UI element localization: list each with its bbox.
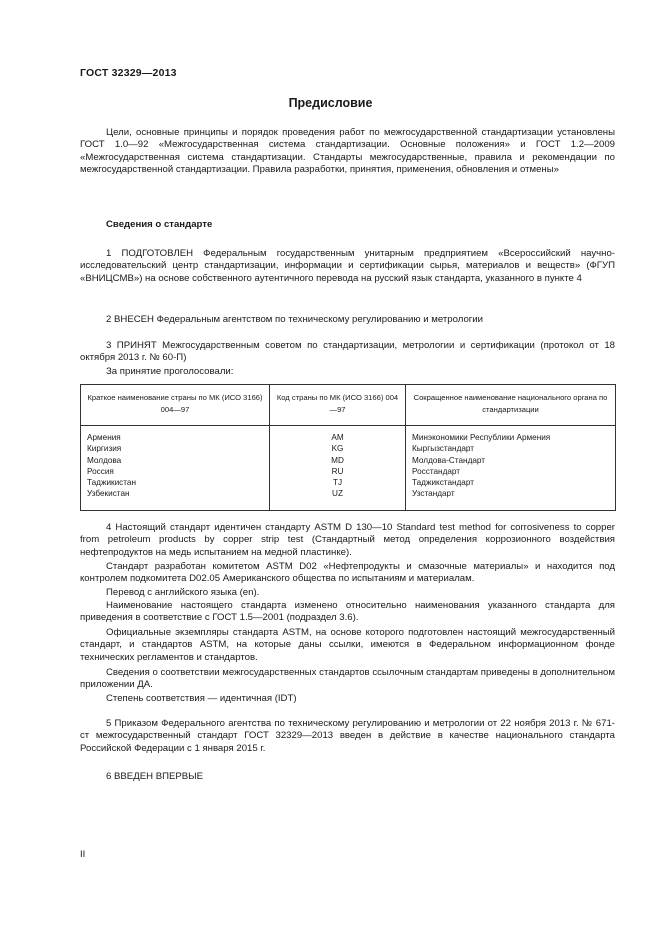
item-3-paragraph: 3 ПРИНЯТ Межгосударственным советом по стандартизации, метрологии и сертификации (протокол от 18 октября 2013 г. № 60-П) — [80, 340, 615, 364]
item-4-committee: Стандарт разработан комитетом ASTM D02 «Нефтепродукты и смазочные материалы» и находится под контролем подкомитета D02.05 Американского общества по испытаниям и материалам. — [80, 561, 615, 585]
country-code: UZ — [270, 488, 406, 510]
item-5-paragraph: 5 Приказом Федерального агентства по техническому регулированию и метрологии от 22 ноября 2013 г. № 671-ст межгосударственный стандарт ГОСТ 32329—2013 введен в действие в качестве национального стандарта Российской Федерации с 1 января 2015 г. — [80, 718, 615, 754]
country-code: KG — [270, 443, 406, 454]
country-name: Таджикистан — [81, 477, 270, 488]
standards-body: Росстандарт — [412, 466, 461, 476]
item-4-paragraph: 4 Настоящий стандарт идентичен стандарту ASTM D 130—10 Standard test method for corrosiveness to copper from petroleum products by copper strip test (Стандартный метод определения коррозионного воздействия нефтепродуктов на медь испытанием на медной пластинке). — [80, 522, 615, 558]
country-code: TJ — [270, 477, 406, 488]
standards-body: Кыргызстандарт — [412, 444, 475, 454]
page-number: II — [80, 849, 86, 860]
table-header-code: Код страны по МК (ИСО 3166) 004—97 — [270, 385, 406, 426]
item-4-title-change: Наименование настоящего стандарта изменено относительно наименования указанного стандарта для приведения в соответствие с ГОСТ 1.5—2001 (подраздел 3.6). — [80, 600, 615, 624]
item-4-official-copies: Официальные экземпляры стандарта ASTM, на основе которого подготовлен настоящий межгосударственный стандарт, и стандартов ASTM, на которые даны ссылки, имеются в Федеральном информационном фонде технических регламентов и стандартов. — [80, 627, 615, 663]
voting-states-table — [80, 384, 616, 511]
standards-body: Молдова-Стандарт — [412, 455, 486, 465]
item-1-paragraph: 1 ПОДГОТОВЛЕН Федеральным государственным унитарным предприятием «Всероссийский научно-исследовательский центр стандартизации, информации и сертификации сырья, материалов и веществ» (ФГУП «ВНИЦСМВ») на основе собственного аутентичного перевода на русский язык стандарта, указанного в пункте 4 — [80, 248, 615, 284]
item-6-paragraph: 6 ВВЕДЕН ВПЕРВЫЕ — [106, 771, 204, 782]
country-name: Узбекистан — [81, 488, 270, 510]
section-title: Сведения о стандарте — [106, 219, 213, 230]
country-code: MD — [270, 455, 406, 466]
country-name: Россия — [81, 466, 270, 477]
standards-body: Таджикстандарт — [412, 478, 474, 488]
item-4-degree: Степень соответствия — идентичная (IDT) — [106, 693, 297, 704]
country-code: RU — [270, 466, 406, 477]
table-row — [81, 426, 616, 444]
table-row — [81, 488, 616, 510]
item-4-translation: Перевод с английского языка (en). — [106, 587, 260, 598]
table-row — [81, 477, 616, 488]
standards-body: Минэкономики Республики Армения — [412, 433, 551, 442]
intro-paragraph: Цели, основные принципы и порядок проведения работ по межгосударственной стандартизации установлены ГОСТ 1.0—92 «Межгосударственная система стандартизации. Основные положения» и ГОСТ 1.2—2009 «Межгосударственная система стандартизации. Стандарты межгосударственные, правила и рекомендации по межгосударственной стандартизации. Правила разработки, принятия, применения, обновления и отмены» — [80, 127, 615, 175]
country-name: Молдова — [81, 455, 270, 466]
standards-body: Узстандарт — [412, 489, 455, 499]
table-header-row — [81, 385, 616, 426]
table-header-authority: Сокращенное наименование национального органа по стандартизации — [406, 385, 616, 426]
table-row — [81, 466, 616, 477]
table-row — [81, 443, 616, 454]
page-title: Предисловие — [288, 96, 373, 110]
document-code-header: ГОСТ 32329—2013 — [80, 67, 177, 79]
item-2-paragraph: 2 ВНЕСЕН Федеральным агентством по техническому регулированию и метрологии — [106, 314, 484, 325]
vote-caption: За принятие проголосовали: — [106, 366, 234, 377]
table-row — [81, 455, 616, 466]
country-name: Армения — [81, 426, 270, 444]
country-code: AM — [270, 426, 406, 444]
table-header-country: Краткое наименование страны по МК (ИСО 3166) 004—97 — [81, 385, 270, 426]
item-4-conformity-info: Сведения о соответствии межгосударственных стандартов ссылочным стандартам приведены в дополнительном приложении ДА. — [80, 667, 615, 691]
country-name: Киргизия — [81, 443, 270, 454]
